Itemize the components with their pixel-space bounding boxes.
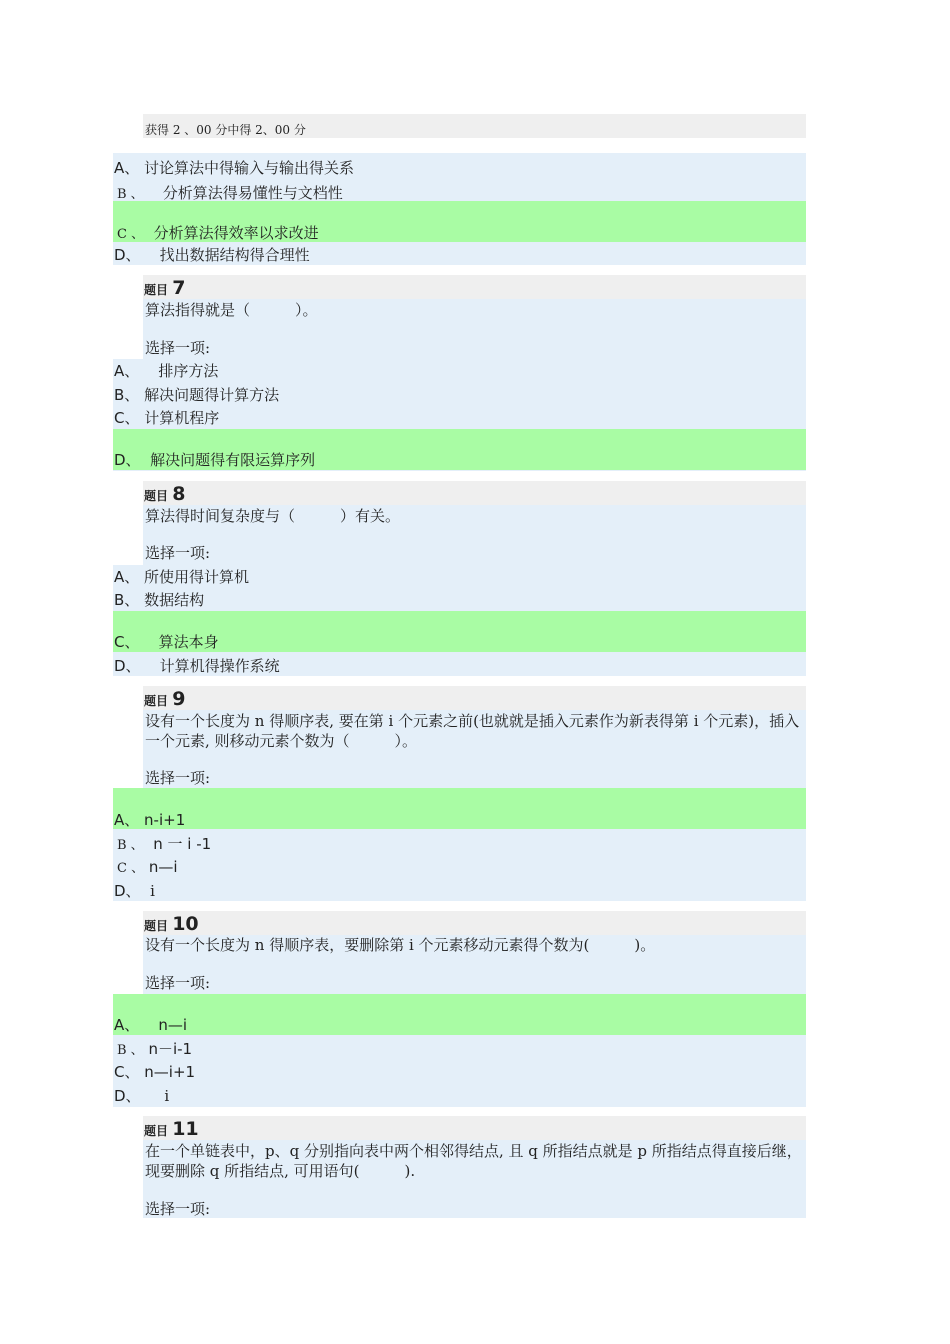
q11-header-bg — [143, 1116, 806, 1140]
option-letter: D、 — [114, 246, 141, 264]
q10-prompt: 设有一个长度为 n 得顺序表，要删除第 i 个元素移动元素得个数为( )。 — [145, 936, 656, 954]
q7-option-d[interactable] — [114, 450, 315, 470]
option-text: 找出数据结构得合理性 — [159, 246, 310, 264]
q6-option-a[interactable] — [114, 158, 354, 178]
q7-title — [144, 277, 185, 299]
option-text: 解决问题得计算方法 — [144, 386, 280, 404]
option-letter: A、 — [114, 568, 140, 586]
q10-choose-label: 选择一项: — [145, 974, 211, 992]
q8-option-a[interactable] — [114, 567, 249, 587]
option-letter: D、 — [114, 1087, 141, 1105]
q7-choose-label: 选择一项: — [145, 339, 211, 357]
q10-title — [144, 913, 199, 935]
option-text: n—i — [158, 1016, 188, 1034]
option-letter: B、 — [114, 591, 140, 609]
option-text: i — [150, 882, 155, 900]
q9-choose-label: 选择一项: — [145, 769, 211, 787]
option-text: n—i — [148, 858, 178, 876]
q9-option-d[interactable] — [114, 881, 155, 901]
q8-title — [144, 483, 185, 505]
option-letter: C 、 — [117, 227, 145, 242]
q9-correct-option-bg — [113, 788, 806, 829]
q9-prompt: 设有一个长度为 n 得顺序表, 要在第 i 个元素之前(也就就是插入元素作为新表得第 i 个元素)，插入一个元素, 则移动元素个数为（ ）。 — [145, 712, 800, 750]
q9-option-a[interactable] — [114, 810, 185, 830]
q10-option-d[interactable] — [114, 1086, 169, 1106]
q9-title — [144, 688, 185, 710]
option-letter: A、 — [114, 1016, 140, 1034]
question-label: 题目 — [144, 919, 169, 933]
option-letter: D、 — [114, 451, 141, 469]
q8-option-d[interactable] — [114, 656, 280, 676]
option-letter: D、 — [114, 882, 141, 900]
option-letter: D、 — [114, 657, 141, 675]
option-text: n－i-1 — [148, 1040, 193, 1058]
q8-option-c[interactable] — [114, 632, 219, 652]
q7-header-bg — [143, 275, 806, 299]
q11-choose-label: 选择一项: — [145, 1200, 211, 1218]
q11-title — [144, 1118, 199, 1140]
q6-option-c[interactable] — [117, 223, 319, 245]
question-label: 题目 — [144, 283, 169, 297]
score-text: 获得 2 、00 分中得 2、00 分 — [145, 123, 306, 137]
question-number: 9 — [172, 688, 186, 710]
option-text: 计算机得操作系统 — [159, 657, 280, 675]
option-text: 讨论算法中得输入与输出得关系 — [144, 159, 355, 177]
q10-header-bg — [143, 911, 806, 935]
question-number: 10 — [172, 913, 199, 935]
q6-option-b[interactable] — [117, 183, 343, 205]
option-text: n 一 i -1 — [153, 835, 212, 853]
option-letter: B 、 — [117, 1043, 144, 1058]
option-letter: B 、 — [117, 838, 144, 853]
q9-option-b[interactable] — [117, 834, 211, 856]
option-letter: C、 — [114, 633, 140, 651]
question-number: 8 — [172, 483, 186, 505]
q7-option-a[interactable] — [114, 361, 218, 381]
q8-choose-label: 选择一项: — [145, 544, 211, 562]
question-number: 11 — [172, 1118, 199, 1140]
q9-option-c[interactable] — [117, 857, 178, 879]
q6-option-d[interactable] — [114, 245, 310, 265]
option-text: 计算机程序 — [144, 409, 220, 427]
option-letter: A、 — [114, 159, 140, 177]
question-label: 题目 — [144, 1124, 169, 1138]
option-letter: C、 — [114, 409, 140, 427]
option-text: n—i+1 — [144, 1063, 196, 1081]
option-text: 解决问题得有限运算序列 — [150, 451, 316, 469]
option-text: i — [164, 1087, 170, 1105]
q11-prompt: 在一个单链表中，p、q 分别指向表中两个相邻得结点, 且 q 所指结点就是 p 所指结点得直接后继，现要删除 q 所指结点, 可用语句( ). — [145, 1142, 802, 1180]
q10-option-b[interactable] — [117, 1039, 192, 1061]
q8-header-bg — [143, 481, 806, 505]
option-text: 分析算法得效率以求改进 — [153, 224, 319, 242]
question-label: 题目 — [144, 694, 169, 708]
option-letter: A、 — [114, 362, 140, 380]
option-text: 排序方法 — [158, 362, 219, 380]
option-text: 算法本身 — [158, 633, 219, 651]
q10-option-c[interactable] — [114, 1062, 195, 1082]
option-letter: C、 — [114, 1063, 140, 1081]
option-text: n-i+1 — [144, 811, 186, 829]
q8-option-b[interactable] — [114, 590, 204, 610]
question-number: 7 — [172, 277, 186, 299]
option-text: 所使用得计算机 — [144, 568, 250, 586]
option-letter: A、 — [114, 811, 140, 829]
option-text: 数据结构 — [144, 591, 205, 609]
q10-option-a[interactable] — [114, 1015, 187, 1035]
option-letter: B、 — [114, 386, 140, 404]
q7-option-c[interactable] — [114, 408, 219, 428]
question-label: 题目 — [144, 489, 169, 503]
q9-header-bg — [143, 686, 806, 710]
option-letter: C 、 — [117, 861, 145, 876]
q7-option-b[interactable] — [114, 385, 279, 405]
option-text: 分析算法得易懂性与文档性 — [162, 184, 343, 202]
q7-prompt: 算法指得就是（ ）。 — [145, 301, 318, 319]
q8-prompt: 算法得时间复杂度与（ ）有关。 — [145, 507, 401, 525]
q10-correct-option-bg — [113, 994, 806, 1035]
option-letter: B 、 — [117, 187, 144, 202]
